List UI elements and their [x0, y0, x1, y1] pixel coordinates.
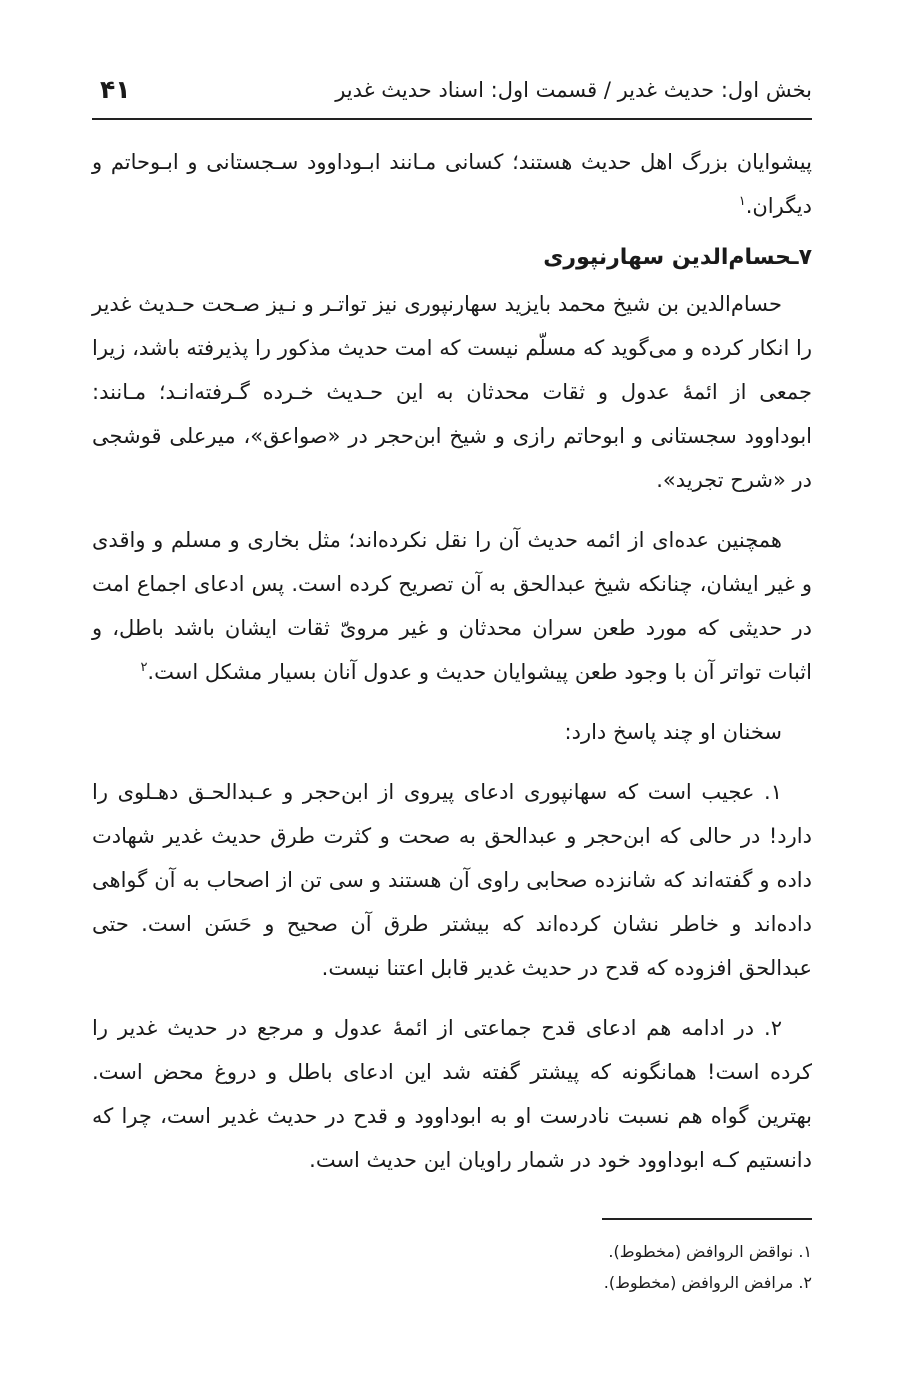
section-heading: ۷ـحسام‌الدین سهارنپوری	[543, 245, 812, 270]
header-divider	[92, 118, 812, 120]
paragraph-3	[92, 518, 812, 694]
footnote-2: ۲. مرافض الروافض (مخطوط).	[603, 1273, 812, 1292]
footnote-divider	[602, 1218, 812, 1220]
running-title: بخش اول: حدیث غدیر / قسمت اول: اسناد حدیث غدیر	[335, 78, 812, 102]
paragraph-1-text: پیشوایان بزرگ اهل حدیث هستند؛ کسانی مـانند ابـوداوود سـجستانی و ابـوحاتم و دیگران.	[92, 150, 812, 218]
footnote-1: ۱. نواقض الروافض (مخطوط).	[608, 1242, 812, 1261]
paragraph-4: سخنان او چند پاسخ دارد:	[564, 720, 782, 744]
main-text	[92, 140, 812, 1198]
footnotes	[92, 1236, 812, 1298]
paragraph-5: ۱. عجیب است که سهانپوری ادعای پیروی از ابن‌حجر و عـبدالحـق دهـلوی را دارد! در حالی که ابن‌حجر و عبدالحق به صحت و کثرت طرق حدیث غدیر شهادت داده و گفته‌اند که شانزده صحابی راوی آن هستند و سی تن از اصحاب به آن گواهی داده‌اند و خاطر نشان کرده‌اند که بیشتر طرق آن صحیح و حَسَن است. حتی عبدالحق افزوده که قدح در حدیث غدیر قابل اعتنا نیست.	[92, 780, 812, 980]
paragraph-1	[92, 140, 812, 228]
paragraph-2: حسام‌الدین بن شیخ محمد بایزید سهارنپوری نیز تواتـر و نـیز صـحت حـدیث غدیر را انکار کرده و می‌گوید که مسلّم نیست که امت حدیث مذکور را پذیرفته باشد، زیرا جمعی از ائمۀ عدول و ثقات محدثان به این حـدیث خـرده گـرفته‌انـد؛ مـانند: ابوداوود سجستانی و ابوحاتم رازی و شیخ ابن‌حجر در «صواعق»، میرعلی قوشجی در «شرح تجرید».	[92, 292, 812, 492]
paragraph-6: ۲. در ادامه هم ادعای قدح جماعتی از ائمۀ عدول و مرجع در حدیث غدیر را کرده است! همانگونه که پیشتر گفته شد این ادعای باطل و دروغ محض است. بهترین گواه هم نسبت نادرست او به ابوداوود و قدح در حدیث غدیر است، چرا که دانستیم کـه ابوداوود خود در شمار راویان این حدیث است.	[92, 1016, 812, 1172]
page-header	[92, 70, 812, 110]
footnote-ref-2: ۲	[140, 660, 148, 675]
book-page	[92, 0, 812, 1390]
footnote-ref-1: ۱	[738, 194, 746, 209]
paragraph-3-text: همچنین عده‌ای از ائمه حدیث آن را نقل نکرده‌اند؛ مثل بخاری و مسلم و واقدی و غیر ایشان، چنانکه شیخ عبدالحق به آن تصریح کرده است. پس ادعای اجماع امت در حدیثی که مورد طعن سران محدثان و غیر مرویّ ثقات ایشان باشد باطل، و اثبات تواتر آن با وجود طعن پیشوایان حدیث و عدول آنان بسیار مشکل است.	[92, 528, 812, 684]
page-number: ۴۱	[100, 75, 131, 104]
